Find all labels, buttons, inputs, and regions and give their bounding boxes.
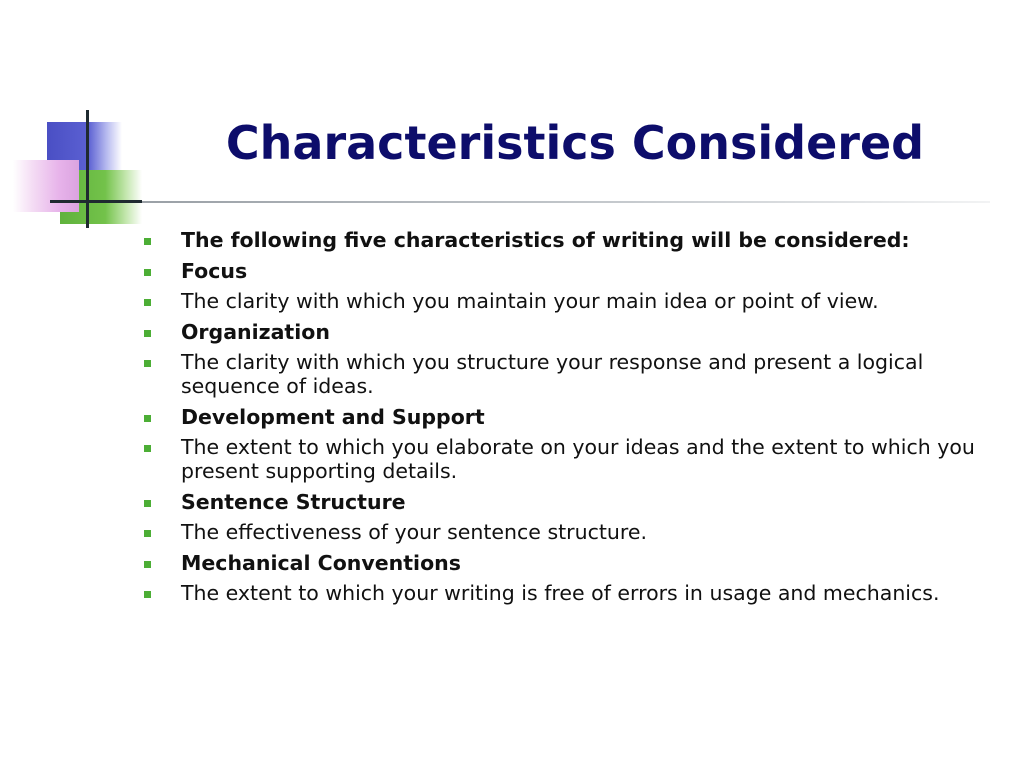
bullet-square-icon — [144, 445, 151, 452]
bullet-text: The extent to which you elaborate on your ideas and the extent to which you present supporting details. — [181, 435, 975, 483]
bullet-text: The following five characteristics of writing will be considered: — [181, 228, 910, 252]
bullet-text: The clarity with which you structure your response and present a logical sequence of ideas. — [181, 350, 924, 398]
bullet-item — [140, 490, 1000, 514]
bullet-text: Development and Support — [181, 404, 485, 429]
bullet-item — [140, 435, 1000, 483]
decorative-vertical-line — [86, 110, 89, 228]
bullet-list — [140, 228, 1000, 612]
bullet-square-icon — [144, 591, 151, 598]
bullet-text: Mechanical Conventions — [181, 550, 461, 575]
bullet-item — [140, 581, 1000, 605]
bullet-item — [140, 320, 1000, 344]
bullet-square-icon — [144, 415, 151, 422]
bullet-item — [140, 520, 1000, 544]
title-divider-line — [142, 201, 990, 203]
bullet-item — [140, 350, 1000, 398]
bullet-text: The extent to which your writing is free of errors in usage and mechanics. — [181, 581, 940, 605]
bullet-item — [140, 259, 1000, 283]
slide-title: Characteristics Considered — [225, 116, 925, 170]
bullet-item — [140, 551, 1000, 575]
bullet-square-icon — [144, 360, 151, 367]
bullet-text: Organization — [181, 319, 330, 344]
bullet-square-icon — [144, 500, 151, 507]
bullet-item — [140, 405, 1000, 429]
bullet-square-icon — [144, 530, 151, 537]
bullet-text: The clarity with which you maintain your main idea or point of view. — [181, 289, 879, 313]
bullet-item — [140, 228, 1000, 252]
bullet-text: The effectiveness of your sentence structure. — [181, 520, 647, 544]
bullet-square-icon — [144, 330, 151, 337]
decorative-horizontal-line — [50, 200, 142, 203]
bullet-text: Sentence Structure — [181, 489, 406, 514]
bullet-square-icon — [144, 561, 151, 568]
decorative-pink-square — [13, 160, 79, 212]
bullet-square-icon — [144, 238, 151, 245]
bullet-item — [140, 289, 1000, 313]
bullet-square-icon — [144, 269, 151, 276]
bullet-square-icon — [144, 299, 151, 306]
bullet-text: Focus — [181, 258, 248, 283]
